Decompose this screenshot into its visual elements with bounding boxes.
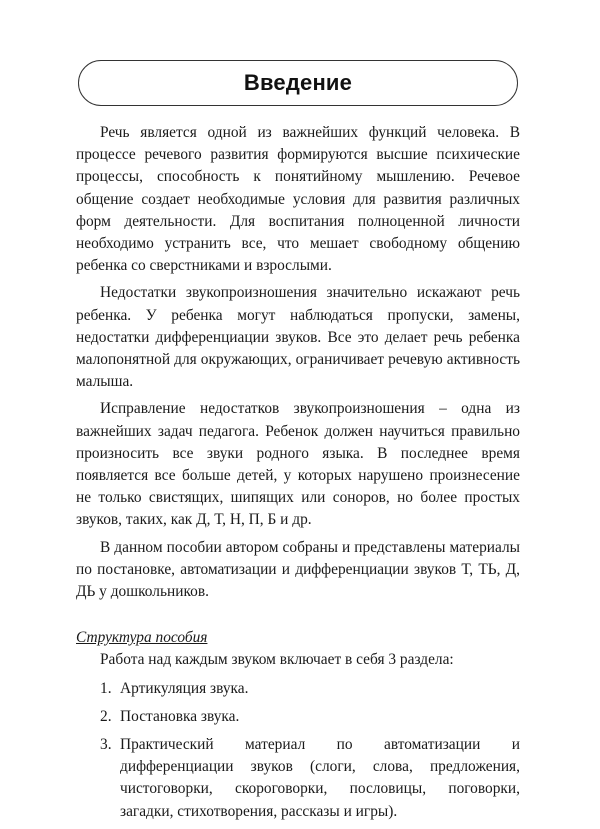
list-item-2 [76, 706, 520, 728]
list-item-text: Постановка звука. [120, 707, 240, 725]
document-body [76, 122, 520, 829]
list-item-3 [76, 734, 520, 823]
list-item-1 [76, 678, 520, 700]
section-list [76, 678, 520, 823]
paragraph-3: Исправление недостатков звукопроизношения – одна из важнейших задач педагога. Ребенок должен научиться правильно произносить все звуки родного языка. В последнее время появляется все больше детей, у которых нарушено произнесение не только свистящих, шипящих или соноров, но более простых звуков, таких, как Д, Т, Н, П, Б и др. [76, 400, 520, 529]
list-item-number: 3. [100, 736, 112, 754]
list-item-text: Артикуляция звука. [120, 679, 249, 697]
paragraph-2: Недостатки звукопроизношения значительно искажают речь ребенка. У ребенка могут наблюдаться пропуски, замены, недостатки дифференциации звуков. Все это делает речь ребенка малопонятной для окружающих, ограничивает речевую активность малыша. [76, 284, 520, 391]
paragraph-1: Речь является одной из важнейших функций человека. В процессе речевого развития формируются высшие психические процессы, способность к понятийному мышлению. Речевое общение создает необходимые условия для развития различных форм деятельности. Для воспитания полноценной личности необходимо устранить все, что мешает свободному общению ребенка со сверстниками и взрослыми. [76, 124, 520, 275]
section-intro: Работа над каждым звуком включает в себя 3 раздела: [100, 651, 454, 669]
title-frame [78, 60, 518, 106]
paragraph-4: В данном пособии автором собраны и представлены материалы по постановке, автоматизации и дифференциации звуков Т, ТЬ, Д, ДЬ у дошкольников. [76, 538, 520, 601]
page-title: Введение [243, 70, 353, 95]
list-item-text: Практический материал по автоматизации и дифференциации звуков (слоги, слова, предложения, чистоговорки, скороговорки, пословицы, поговорки, загадки, стихотворения, рассказы и игры). [120, 736, 520, 820]
list-item-number: 2. [100, 707, 112, 725]
section-heading: Структура пособия [76, 629, 208, 647]
list-item-number: 1. [100, 679, 112, 697]
